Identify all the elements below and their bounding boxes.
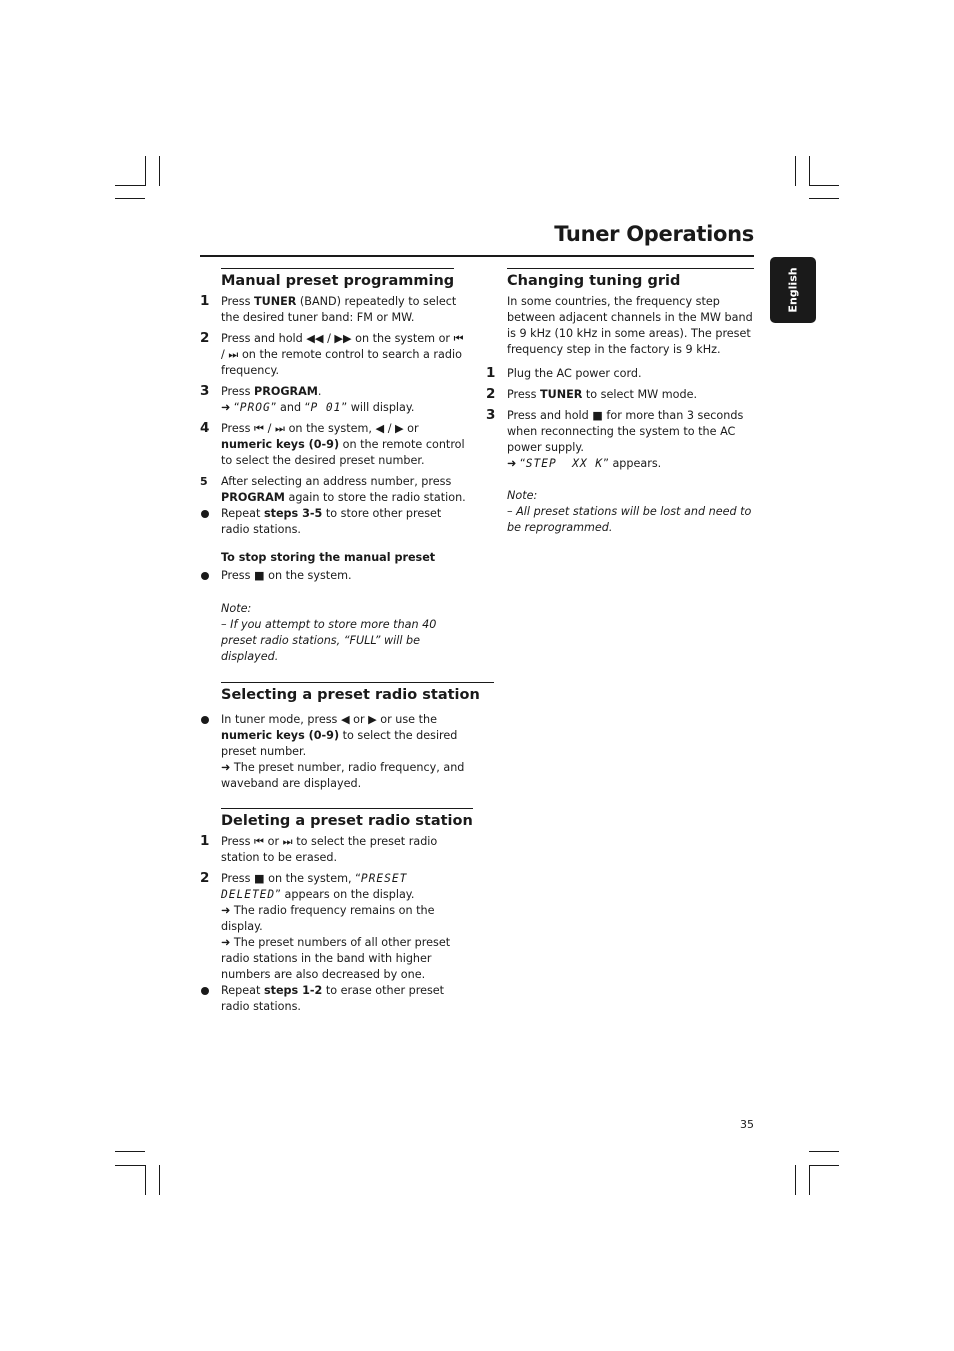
key-label: PROGRAM [221, 491, 285, 504]
key-label: numeric keys (0-9) [221, 438, 340, 451]
bullet-icon [201, 572, 209, 580]
step-text: Press [507, 388, 540, 401]
page-number: 35 [740, 1118, 754, 1131]
step-text: ” appears. [603, 457, 662, 470]
step-number: 1 [200, 293, 210, 309]
manual-step-5 [200, 474, 470, 506]
result-text: ➜ The preset number, radio frequency, and waveband are displayed. [221, 761, 465, 790]
step-number: 2 [200, 330, 210, 346]
language-tab [770, 257, 816, 323]
deleting-step-2 [200, 871, 470, 983]
section-heading-manual: Manual preset programming [221, 268, 454, 292]
step-number: 1 [486, 365, 496, 381]
display-text: PRESET DELETED [221, 872, 408, 901]
crop-mark [145, 1165, 146, 1195]
step-number: 5 [200, 475, 208, 488]
crop-mark [159, 1165, 160, 1195]
crop-mark [159, 156, 160, 186]
step-number: 3 [486, 407, 496, 423]
step-text: . [317, 385, 322, 398]
manual-step-4 [200, 421, 470, 469]
title-rule [200, 255, 754, 257]
step-text: ” and “ [270, 401, 311, 414]
note-text: – All preset stations will be lost and need to be reprogrammed. [507, 505, 752, 534]
step-text: Press and hold ◀◀ / ▶▶ on the system or ⏮ / ⏭ on the remote control to search a radio frequency. [221, 332, 464, 377]
key-label: numeric keys (0-9) [221, 729, 340, 742]
step-text: Press [221, 385, 254, 398]
page-title: Tuner Operations [554, 222, 754, 246]
result-text: ➜ The radio frequency remains on the display. [221, 904, 435, 933]
step-text: to erase other preset radio stations. [221, 984, 445, 1013]
deleting-step-1 [200, 834, 470, 866]
step-text: Press ⏮ / ⏭ on the system, ◀ / ▶ or [221, 422, 419, 435]
crop-mark [145, 156, 146, 186]
step-text: to store other preset radio stations. [221, 507, 442, 536]
section-heading-grid: Changing tuning grid [507, 268, 754, 292]
crop-mark [809, 1165, 810, 1195]
crop-mark [809, 156, 810, 186]
key-label: steps 1-2 [263, 984, 323, 997]
manual-step-3 [200, 384, 470, 416]
display-text: P 01 [310, 401, 342, 414]
deleting-bullet-repeat [200, 983, 470, 1015]
step-text: ” appears on the display. [275, 888, 415, 901]
display-text: PROG [239, 401, 271, 414]
step-number: 2 [200, 870, 210, 886]
step-number: 4 [200, 420, 210, 436]
step-number: 2 [486, 386, 496, 402]
bullet-icon [201, 716, 209, 724]
step-text: again to store the radio station. [284, 491, 466, 504]
step-text: to select MW mode. [582, 388, 698, 401]
result-arrow: ➜ “ [221, 401, 240, 414]
key-label: steps 3-5 [263, 507, 323, 520]
crop-mark [809, 185, 839, 186]
key-label: TUNER [254, 295, 297, 308]
grid-step-1 [486, 366, 758, 382]
step-text: Press and hold ■ for more than 3 seconds when reconnecting the system to the AC power supply. [507, 409, 744, 454]
selecting-bullet [200, 712, 470, 792]
step-text: to select the desired preset number. [221, 729, 458, 758]
crop-mark [809, 198, 839, 199]
crop-mark [809, 1151, 839, 1152]
step-number: 3 [200, 383, 210, 399]
step-text: Press [221, 295, 254, 308]
step-text: After selecting an address number, press [221, 475, 452, 488]
note-label: Note: [507, 489, 538, 502]
crop-mark [795, 1165, 796, 1195]
key-label: TUNER [540, 388, 583, 401]
step-text: Press ■ on the system. [221, 569, 352, 582]
step-text: Repeat [221, 984, 264, 997]
bullet-icon [201, 510, 209, 518]
crop-mark [115, 1165, 145, 1166]
right-column [486, 268, 758, 536]
step-text: Press ■ on the system, “ [221, 872, 361, 885]
grid-step-3 [486, 408, 758, 472]
crop-mark [795, 156, 796, 186]
grid-intro: In some countries, the frequency step between adjacent channels in the MW band is 9 kHz (10 kHz in some areas). The preset frequency step in the factory is 9 kHz. [507, 295, 753, 356]
crop-mark [115, 185, 145, 186]
step-text: Press ⏮ or ⏭ to select the preset radio station to be erased. [221, 835, 438, 864]
manual-step-1 [200, 294, 470, 326]
result-arrow: ➜ “ [507, 457, 526, 470]
step-text: In tuner mode, press ◀ or ▶ or use the [221, 713, 437, 726]
step-text: (BAND) repeatedly to select the desired tuner band: FM or MW. [221, 295, 457, 324]
grid-step-2 [486, 387, 758, 403]
bullet-icon [201, 987, 209, 995]
subheading-stop: To stop storing the manual preset [221, 551, 436, 564]
step-text: ” will display. [341, 401, 415, 414]
section-heading-selecting: Selecting a preset radio station [221, 682, 494, 706]
display-text: STEP XX K [525, 457, 604, 470]
step-text: Plug the AC power cord. [507, 367, 642, 380]
language-tab-label: English [786, 267, 800, 313]
note-text: – If you attempt to store more than 40 preset radio stations, “FULL” will be displayed. [221, 618, 437, 663]
section-heading-deleting: Deleting a preset radio station [221, 808, 473, 832]
manual-bullet-repeat [200, 506, 470, 538]
result-text: ➜ The preset numbers of all other preset radio stations in the band with higher numbers are also decreased by one. [221, 936, 451, 981]
crop-mark [115, 1151, 145, 1152]
left-column [200, 268, 480, 1020]
step-text: on the remote control to select the desired preset number. [221, 438, 465, 467]
stop-bullet [200, 568, 470, 584]
manual-step-2 [200, 331, 470, 379]
crop-mark [115, 198, 145, 199]
key-label: PROGRAM [254, 385, 318, 398]
step-text: Repeat [221, 507, 264, 520]
step-number: 1 [200, 833, 210, 849]
note-label: Note: [221, 602, 252, 615]
crop-mark [809, 1165, 839, 1166]
